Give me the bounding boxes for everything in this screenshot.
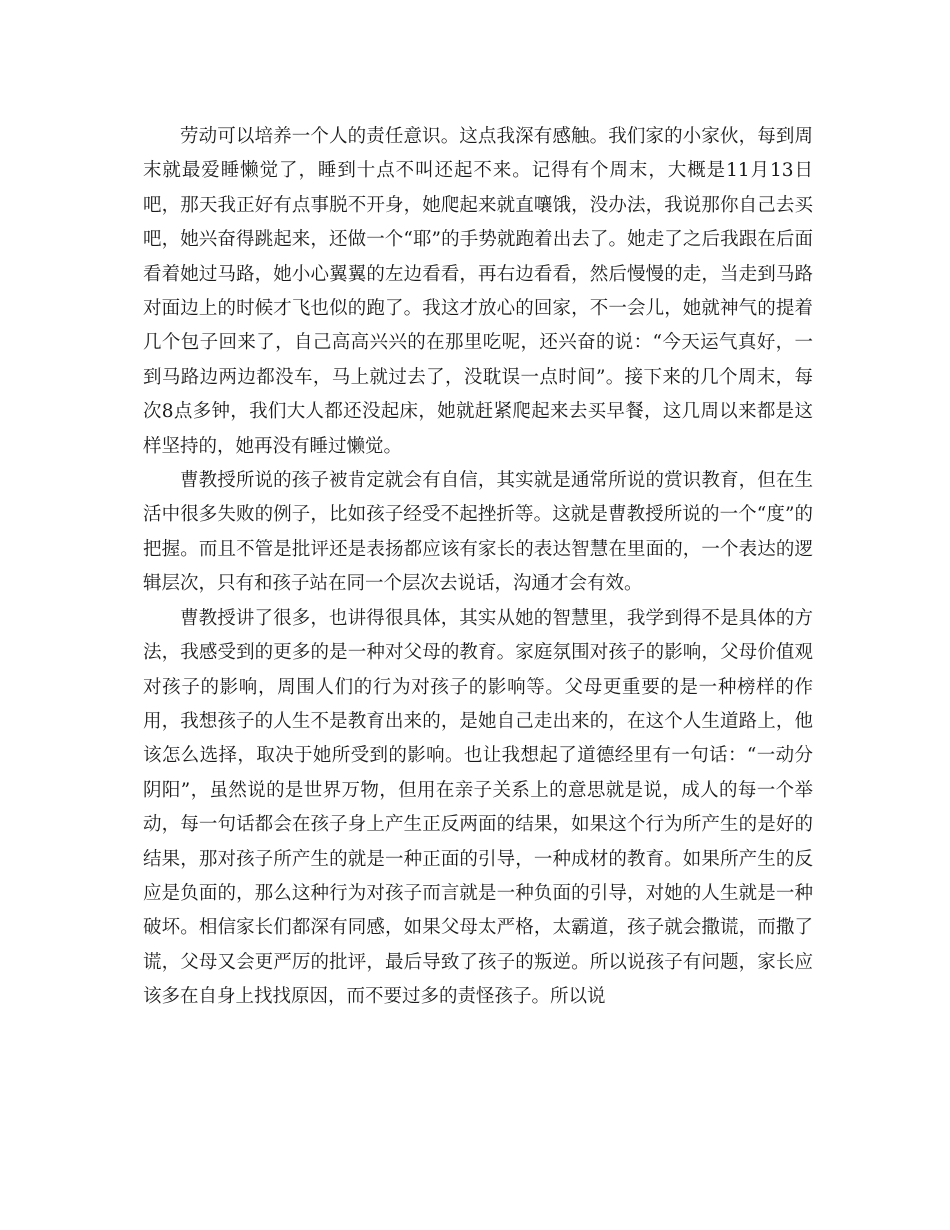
- paragraph-parent-education: 曹教授讲了很多，也讲得很具体，其实从她的智慧里，我学到得不是具体的方法，我感受到的更多的是一种对父母的教育。家庭氛围对孩子的影响，父母价值观对孩子的影响，周围人们的行为对孩子的影响等。父母更重要的是一种榜样的作用，我想孩子的人生不是教育出来的，是她自己走出来的，在这个人生道路上，他该怎么选择，取决于她所受到的影响。也让我想起了道德经里有一句话：“一动分阴阳”，虽然说的是世界万物，但用在亲子关系上的意思就是说，成人的每一个举动，每一句话都会在孩子身上产生正反两面的结果，如果这个行为所产生的是好的结果，那对孩子所产生的就是一种正面的引导，一种成材的教育。如果所产生的反应是负面的，那么这种行为对孩子而言就是一种负面的引导，对她的人生就是一种破坏。相信家长们都深有同感，如果父母太严格，太霸道，孩子就会撒谎，而撒了谎，父母又会更严厉的批评，最后导致了孩子的叛逆。所以说孩子有问题，家长应该多在自身上找找原因，而不要过多的责怪孩子。所以说: [143, 607, 813, 1008]
- document-body: [143, 120, 813, 1015]
- paragraph-labor-responsibility: 劳动可以培养一个人的责任意识。这点我深有感触。我们家的小家伙，每到周末就最爱睡懒觉了，睡到十点不叫还起不来。记得有个周末，大概是11月13日吧，那天我正好有点事脱不开身，她爬起来就直嚷饿，没办法，我说那你自己去买吧，她兴奋得跳起来，还做一个“耶”的手势就跑着出去了。她走了之后我跟在后面看着她过马路，她小心翼翼的左边看看，再右边看看，然后慢慢的走，当走到马路对面边上的时候才飞也似的跑了。我这才放心的回家，不一会儿，她就神气的提着几个包子回来了，自己高高兴兴的在那里吃呢，还兴奋的说：“今天运气真好，一到马路边两边都没车，马上就过去了，没耽误一点时间”。接下来的几个周末，每次8点多钟，我们大人都还没起床，她就赶紧爬起来去买早餐，这几周以来都是这样坚持的，她再没有睡过懒觉。: [143, 126, 813, 457]
- paragraph-appreciation-education: 曹教授所说的孩子被肯定就会有自信，其实就是通常所说的赏识教育，但在生活中很多失败的例子，比如孩子经受不起挫折等。这就是曹教授所说的一个“度”的把握。而且不管是批评还是表扬都应该有家长的表达智慧在里面的，一个表达的逻辑层次，只有和孩子站在同一个层次去说话，沟通才会有效。: [143, 470, 813, 595]
